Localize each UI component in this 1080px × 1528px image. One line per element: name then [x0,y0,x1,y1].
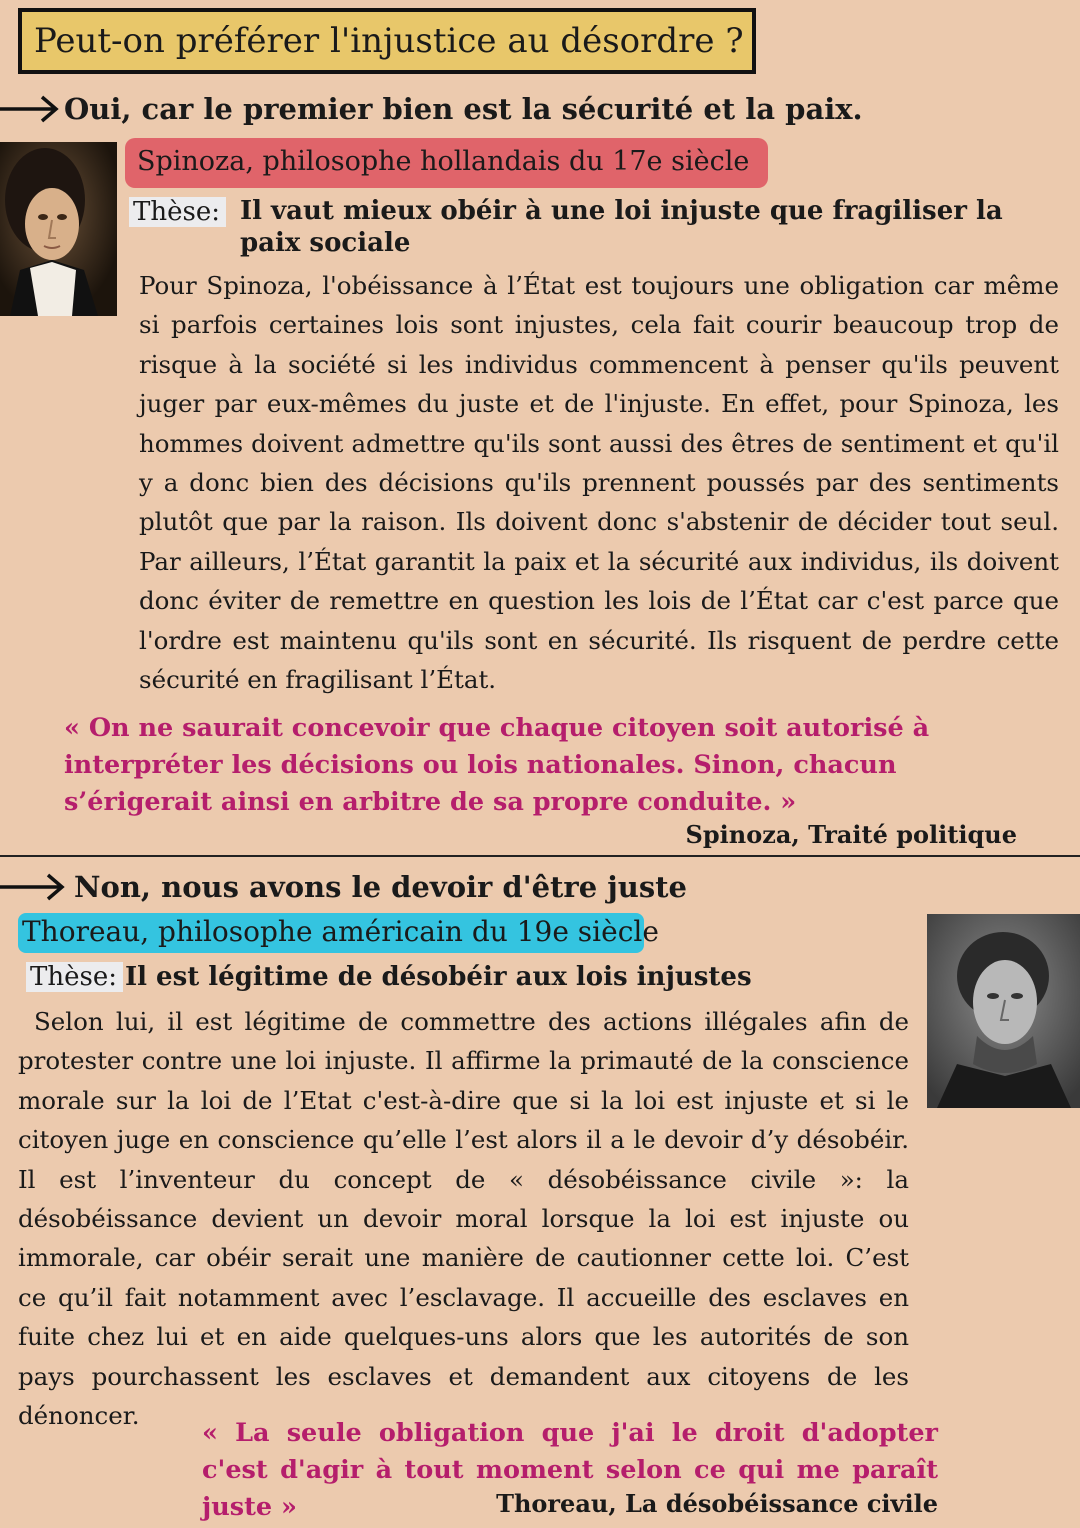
arrow-right-icon [0,872,66,902]
page-title-text: Peut-on préférer l'injustice au désordre ? [34,21,744,61]
spinoza-these-row [129,195,1029,259]
thoreau-body-text: Selon lui, il est légitime de commettre des actions illégales afin de protester contre une loi injuste. Il affirme la primauté de la conscience morale sur la loi de l’Etat c'est-à-dire que si la loi est injuste et si le citoyen juge en conscience qu’elle l’est alors il a le devoir d’y désobéir. Il est l’inventeur du concept de « désobéissance civile »: la désobéissance devient un devoir moral lorsque la loi est injuste ou immorale, car obéir serait une manière de cautionner cette loi. C’est ce qu’il fait notamment avec l’esclavage. Il accueille des esclaves en fuite chez lui et en aide quelques-uns alors que les autorités de son pays pourchassent les esclaves et demandent aux citoyens de les dénoncer. [18,1007,909,1431]
these-label: Thèse: [26,962,123,992]
section-divider [0,855,1080,857]
thoreau-name: Thoreau, philosophe américain du 19e siècle [22,915,659,948]
thoreau-name-tag [18,913,659,953]
spinoza-portrait [0,142,117,316]
these-text-cell [240,195,1029,259]
spinoza-these [129,195,1029,259]
spinoza-source [686,820,1017,849]
these-label: Thèse: [129,197,226,227]
spinoza-quote: « On ne saurait concevoir que chaque citoyen soit autorisé à interpréter les décisions ou lois nationales. Sinon, chacun s’érigerait ainsi en arbitre de sa propre conduite. » [64,713,930,817]
thoreau-quote: « La seule obligation que j'ai le droit d'adopter c'est d'agir à tout moment selon ce qui me paraît juste » [202,1418,938,1522]
section-yes-heading [0,90,863,126]
these-text: Il est légitime de désobéir aux lois injustes [124,962,752,992]
these-label-cell [129,195,240,259]
thoreau-source-text: Thoreau, La désobéissance civile [496,1489,938,1518]
spinoza-name-tag [125,138,768,188]
section-no-heading [0,868,687,904]
spinoza-name: Spinoza, philosophe hollandais du 17e siècle [137,146,750,177]
thoreau-portrait [927,914,1080,1108]
spinoza-body-text: Pour Spinoza, l'obéissance à l’État est toujours une obligation car même si parfois certaines lois sont injustes, cela fait courir beaucoup trop de risque à la société si les individus commencent à penser qu'ils peuvent juger par eux-mêmes du juste et de l'injuste. En effet, pour Spinoza, les hommes doivent admettre qu'ils sont aussi des êtres de sentiment et qu'il y a donc bien des décisions qu'ils prennent poussés par des sentiments plutôt que par la raison. Ils doivent donc s'abstenir de décider tout seul. Par ailleurs, l’État garantit la paix et la sécurité aux individus, ils doivent donc éviter de remettre en question les lois de l’État car c'est parce que l'ordre est maintenu qu'ils sont en sécurité. Ils risquent de perdre cette sécurité en fragilisant l’État. [139,271,1059,695]
page-title [18,8,756,74]
arrow-right-icon [0,94,60,124]
thoreau-these [26,960,906,994]
thoreau-source [496,1489,938,1518]
section-no-heading-text: Non, nous avons le devoir d'être juste [74,870,688,904]
spinoza-source-text: Spinoza, Traité politique [685,820,1017,849]
these-text: Il vaut mieux obéir à une loi injuste que fragiliser la paix sociale [239,196,1003,258]
section-yes-heading-text: Oui, car le premier bien est la sécurité et la paix. [64,92,863,126]
